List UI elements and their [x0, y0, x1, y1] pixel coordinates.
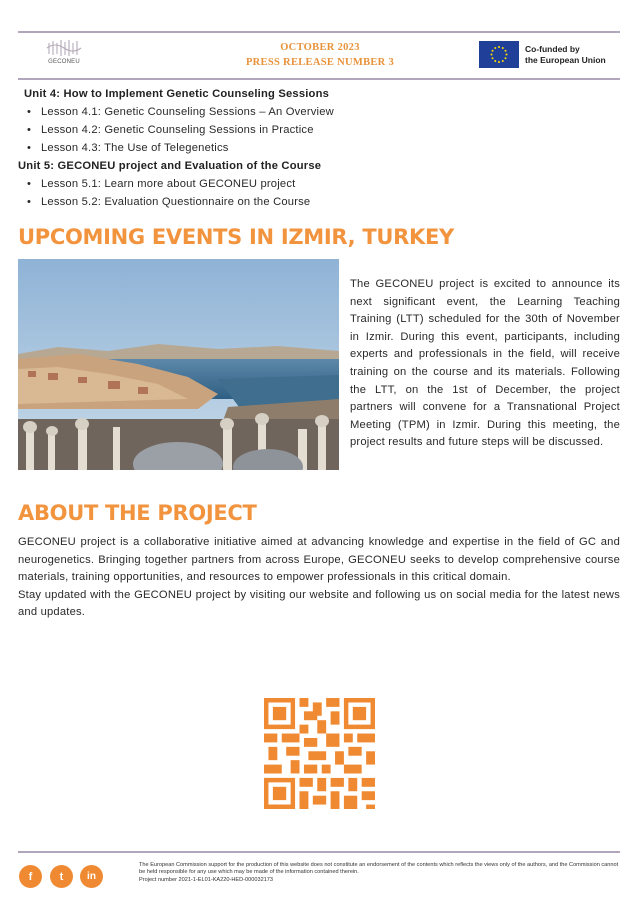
list-item: • Lesson 5.1: Learn more about GECONEU project — [27, 178, 296, 190]
about-paragraph-2: Stay updated with the GECONEU project by visiting our website and following us on social media for the latest news and updates. — [18, 588, 620, 619]
lesson-label: Lesson 4.1: Genetic Counseling Sessions – An Overview — [41, 106, 334, 118]
lesson-label: Lesson 5.2: Evaluation Questionnaire on the Course — [41, 196, 311, 208]
about-paragraph-1: GECONEU project is a collaborative initiative aimed at advancing knowledge and expertise in the field of GC and neurogenetics. Bringing together partners from across Europe, GECONEU seeks to develop comprehensive course materials, training opportunities, and resources to empower professionals in this critical domain. — [18, 536, 620, 584]
linkedin-icon[interactable]: in — [80, 865, 103, 888]
project-number: Project number 2021-1-EL01-KA220-HED-000032173 — [139, 876, 274, 883]
header-bottom-rule — [18, 78, 620, 80]
unit-4-title: Unit 4: How to Implement Genetic Counseling Sessions — [24, 88, 330, 100]
eu-text-line2: the European Union — [525, 54, 606, 65]
eu-cofunded-logo — [479, 41, 606, 68]
about-heading: ABOUT THE PROJECT — [18, 501, 257, 525]
eu-text — [525, 44, 606, 66]
qr-code-icon[interactable] — [264, 698, 375, 809]
events-paragraph: The GECONEU project is excited to announce its next significant event, the Learning Teaching Training (LTT) scheduled for the 30th of November in Izmir. During this event, participants, including experts and professionals in the field, will receive training on the course and its materials. Following the LTT, on the 1st of December, the project partners will convene for a Transnational Project Meeting (TPM) in Izmir. During this meeting, the project results and future steps will be discussed. — [350, 278, 620, 449]
logo-caption: GECONEU — [48, 59, 80, 65]
eu-disclaimer — [139, 862, 619, 884]
header-date: OCTOBER 2023 — [280, 42, 360, 53]
list-item: • Lesson 4.2: Genetic Counseling Sessions in Practice — [27, 124, 314, 136]
disclaimer-text: The European Commission support for the production of this website does not constitute an endorsement of the contents which reflects the views only of the authors, and the Commission cannot be held responsible for any use which may be made of the information contained therein. — [139, 862, 619, 876]
list-item: • Lesson 4.3: The Use of Telegenetics — [27, 142, 229, 154]
header-top-rule — [18, 31, 620, 33]
facebook-icon[interactable]: f — [19, 865, 42, 888]
lesson-label: Lesson 4.2: Genetic Counseling Sessions in Practice — [41, 124, 314, 136]
header-release: PRESS RELEASE NUMBER 3 — [245, 57, 395, 68]
istanbul-city-photo — [18, 259, 339, 470]
geconeu-logo-icon — [46, 40, 82, 56]
eu-flag-icon — [479, 41, 519, 68]
lesson-label: Lesson 4.3: The Use of Telegenetics — [41, 142, 229, 154]
list-item: • Lesson 4.1: Genetic Counseling Sessions – An Overview — [27, 106, 334, 118]
unit-5-title: Unit 5: GECONEU project and Evaluation of the Course — [18, 160, 322, 172]
footer-rule — [18, 851, 620, 853]
lessons-list — [18, 85, 334, 211]
lesson-label: Lesson 5.1: Learn more about GECONEU project — [41, 178, 296, 190]
list-item: • Lesson 5.2: Evaluation Questionnaire on the Course — [27, 196, 311, 208]
geconeu-logo — [44, 40, 84, 65]
header-title-block — [200, 40, 440, 70]
twitter-icon[interactable]: t — [50, 865, 73, 888]
about-body — [18, 534, 620, 622]
events-heading: UPCOMING EVENTS IN IZMIR, TURKEY — [18, 225, 454, 249]
eu-text-line1: Co-funded by — [525, 43, 580, 54]
